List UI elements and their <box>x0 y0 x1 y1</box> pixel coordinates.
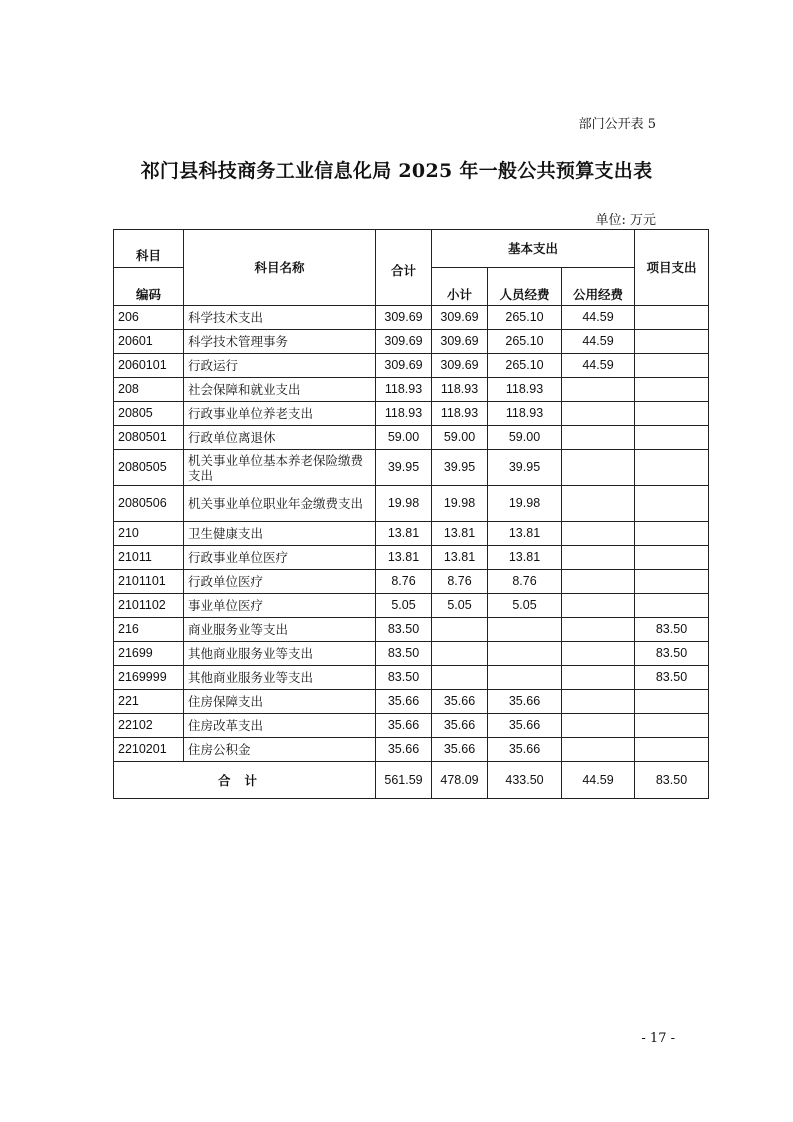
cell-public <box>562 402 635 426</box>
cell-public <box>562 522 635 546</box>
cell-name: 科学技术管理事务 <box>184 330 376 354</box>
cell-name: 其他商业服务业等支出 <box>184 642 376 666</box>
cell-total: 13.81 <box>376 522 432 546</box>
cell-total: 39.95 <box>376 450 432 486</box>
cell-project: 83.50 <box>635 642 709 666</box>
cell-total: 118.93 <box>376 378 432 402</box>
cell-public <box>562 714 635 738</box>
header-code-top: 科目 <box>135 248 161 263</box>
cell-name: 行政运行 <box>184 354 376 378</box>
table-tag: 部门公开表 5 <box>578 117 656 132</box>
cell-personnel: 8.76 <box>488 570 562 594</box>
cell-personnel: 265.10 <box>488 354 562 378</box>
cell-project: 83.50 <box>635 666 709 690</box>
cell-project <box>635 714 709 738</box>
table-row <box>114 378 709 402</box>
cell-personnel: 13.81 <box>488 522 562 546</box>
cell-total: 83.50 <box>376 618 432 642</box>
cell-project <box>635 690 709 714</box>
table-row <box>114 450 709 486</box>
cell-subtotal: 309.69 <box>432 330 488 354</box>
cell-subtotal: 13.81 <box>432 546 488 570</box>
cell-total: 309.69 <box>376 330 432 354</box>
cell-personnel: 39.95 <box>488 450 562 486</box>
cell-total: 19.98 <box>376 486 432 522</box>
cell-subtotal: 59.00 <box>432 426 488 450</box>
cell-code: 22102 <box>114 714 184 738</box>
cell-subtotal <box>432 618 488 642</box>
table-row <box>114 486 709 522</box>
header-total: 合计 <box>376 230 432 306</box>
cell-name: 事业单位医疗 <box>184 594 376 618</box>
table-row <box>114 642 709 666</box>
cell-code: 2080506 <box>114 486 184 522</box>
table-header <box>114 230 709 306</box>
cell-public <box>562 618 635 642</box>
cell-subtotal: 118.93 <box>432 378 488 402</box>
cell-project <box>635 402 709 426</box>
cell-personnel: 13.81 <box>488 546 562 570</box>
cell-code: 221 <box>114 690 184 714</box>
cell-name: 行政单位医疗 <box>184 570 376 594</box>
cell-subtotal <box>432 642 488 666</box>
cell-project <box>635 426 709 450</box>
totals-total: 561.59 <box>376 762 432 799</box>
cell-project <box>635 378 709 402</box>
cell-public <box>562 546 635 570</box>
cell-code: 2080501 <box>114 426 184 450</box>
cell-name: 商业服务业等支出 <box>184 618 376 642</box>
cell-public <box>562 426 635 450</box>
cell-subtotal: 35.66 <box>432 738 488 762</box>
cell-personnel: 5.05 <box>488 594 562 618</box>
table-row <box>114 570 709 594</box>
cell-personnel: 35.66 <box>488 714 562 738</box>
cell-personnel: 118.93 <box>488 378 562 402</box>
cell-public: 44.59 <box>562 306 635 330</box>
cell-code: 2060101 <box>114 354 184 378</box>
table-row <box>114 738 709 762</box>
cell-public <box>562 378 635 402</box>
cell-personnel: 35.66 <box>488 690 562 714</box>
cell-code: 2101102 <box>114 594 184 618</box>
cell-subtotal: 309.69 <box>432 306 488 330</box>
cell-total: 8.76 <box>376 570 432 594</box>
cell-name: 行政单位离退休 <box>184 426 376 450</box>
cell-code: 208 <box>114 378 184 402</box>
cell-name: 行政事业单位医疗 <box>184 546 376 570</box>
table-row <box>114 546 709 570</box>
header-name: 科目名称 <box>184 230 376 306</box>
table-row <box>114 618 709 642</box>
cell-total: 35.66 <box>376 738 432 762</box>
cell-public <box>562 690 635 714</box>
cell-project <box>635 354 709 378</box>
cell-project <box>635 330 709 354</box>
cell-total: 309.69 <box>376 354 432 378</box>
cell-name: 机关事业单位基本养老保险缴费支出 <box>184 450 376 486</box>
cell-project <box>635 306 709 330</box>
cell-project <box>635 594 709 618</box>
cell-public: 44.59 <box>562 330 635 354</box>
cell-total: 13.81 <box>376 546 432 570</box>
cell-code: 2101101 <box>114 570 184 594</box>
cell-personnel <box>488 618 562 642</box>
cell-project <box>635 450 709 486</box>
cell-public <box>562 570 635 594</box>
header-public: 公用经费 <box>562 268 635 306</box>
cell-project <box>635 522 709 546</box>
cell-subtotal: 39.95 <box>432 450 488 486</box>
header-basic: 基本支出 <box>432 230 635 268</box>
unit-label: 单位: 万元 <box>595 213 656 228</box>
cell-code: 210 <box>114 522 184 546</box>
cell-name: 其他商业服务业等支出 <box>184 666 376 690</box>
cell-project <box>635 486 709 522</box>
cell-name: 社会保障和就业支出 <box>184 378 376 402</box>
totals-public: 44.59 <box>562 762 635 799</box>
table-body <box>114 306 709 762</box>
cell-code: 2080505 <box>114 450 184 486</box>
cell-subtotal: 309.69 <box>432 354 488 378</box>
cell-total: 309.69 <box>376 306 432 330</box>
cell-public <box>562 594 635 618</box>
cell-public <box>562 642 635 666</box>
cell-name: 行政事业单位养老支出 <box>184 402 376 426</box>
header-code-lower <box>114 268 184 306</box>
cell-code: 216 <box>114 618 184 642</box>
header-subtotal: 小计 <box>432 268 488 306</box>
cell-personnel: 118.93 <box>488 402 562 426</box>
table-row <box>114 402 709 426</box>
cell-code: 2210201 <box>114 738 184 762</box>
cell-total: 118.93 <box>376 402 432 426</box>
cell-code: 21699 <box>114 642 184 666</box>
cell-total: 35.66 <box>376 714 432 738</box>
page-number: - 17 - <box>641 1031 675 1046</box>
cell-project: 83.50 <box>635 618 709 642</box>
cell-subtotal: 8.76 <box>432 570 488 594</box>
cell-code: 20601 <box>114 330 184 354</box>
cell-code: 2169999 <box>114 666 184 690</box>
cell-personnel: 59.00 <box>488 426 562 450</box>
cell-code: 20805 <box>114 402 184 426</box>
cell-total: 83.50 <box>376 666 432 690</box>
cell-name: 机关事业单位职业年金缴费支出 <box>184 486 376 522</box>
totals-subtotal: 478.09 <box>432 762 488 799</box>
cell-public: 44.59 <box>562 354 635 378</box>
cell-name: 卫生健康支出 <box>184 522 376 546</box>
table-row <box>114 306 709 330</box>
totals-row <box>114 762 709 799</box>
cell-total: 5.05 <box>376 594 432 618</box>
cell-code: 21011 <box>114 546 184 570</box>
cell-subtotal: 13.81 <box>432 522 488 546</box>
cell-project <box>635 546 709 570</box>
totals-label: 合计 <box>114 762 376 799</box>
table-row <box>114 690 709 714</box>
cell-name: 科学技术支出 <box>184 306 376 330</box>
header-project: 项目支出 <box>635 230 709 306</box>
cell-name: 住房公积金 <box>184 738 376 762</box>
table-row <box>114 354 709 378</box>
totals-personnel: 433.50 <box>488 762 562 799</box>
table-row <box>114 594 709 618</box>
cell-total: 83.50 <box>376 642 432 666</box>
cell-subtotal: 35.66 <box>432 714 488 738</box>
header-code-bottom: 编码 <box>135 287 161 302</box>
header-code <box>114 230 184 268</box>
cell-project <box>635 570 709 594</box>
cell-subtotal: 118.93 <box>432 402 488 426</box>
table-row <box>114 522 709 546</box>
cell-public <box>562 738 635 762</box>
cell-name: 住房改革支出 <box>184 714 376 738</box>
cell-total: 59.00 <box>376 426 432 450</box>
cell-personnel: 265.10 <box>488 330 562 354</box>
cell-personnel <box>488 642 562 666</box>
header-personnel: 人员经费 <box>488 268 562 306</box>
cell-total: 35.66 <box>376 690 432 714</box>
cell-subtotal: 5.05 <box>432 594 488 618</box>
cell-code: 206 <box>114 306 184 330</box>
table-row <box>114 714 709 738</box>
cell-personnel: 19.98 <box>488 486 562 522</box>
cell-personnel: 265.10 <box>488 306 562 330</box>
cell-project <box>635 738 709 762</box>
cell-subtotal <box>432 666 488 690</box>
cell-subtotal: 35.66 <box>432 690 488 714</box>
cell-subtotal: 19.98 <box>432 486 488 522</box>
cell-name: 住房保障支出 <box>184 690 376 714</box>
totals-project: 83.50 <box>635 762 709 799</box>
cell-public <box>562 486 635 522</box>
budget-table <box>113 229 709 799</box>
table-row <box>114 426 709 450</box>
cell-public <box>562 450 635 486</box>
page-title: 祁门县科技商务工业信息化局 2025 年一般公共预算支出表 <box>140 160 653 182</box>
table-row <box>114 666 709 690</box>
cell-public <box>562 666 635 690</box>
cell-personnel: 35.66 <box>488 738 562 762</box>
cell-personnel <box>488 666 562 690</box>
table-row <box>114 330 709 354</box>
